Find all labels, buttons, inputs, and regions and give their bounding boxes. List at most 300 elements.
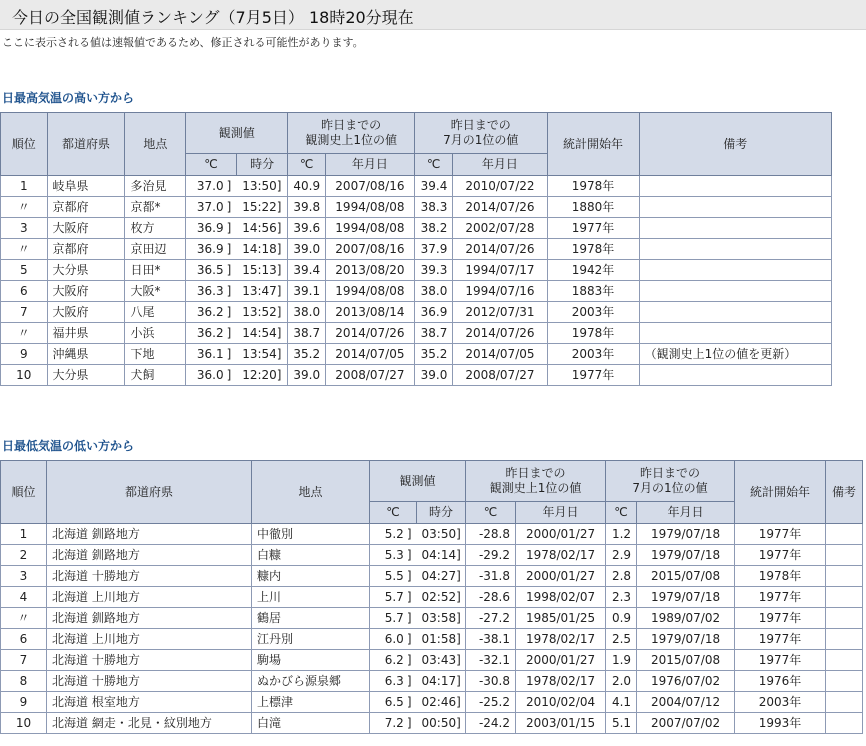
observed-time-cell: 13:47] — [236, 281, 288, 302]
header-point: 地点 — [125, 113, 186, 176]
observed-value-cell — [370, 713, 417, 734]
record-value-cell: -29.2 — [466, 545, 516, 566]
quality-mark: ] — [226, 305, 232, 319]
high-section-title: 日最高気温の高い方から — [2, 91, 135, 105]
july-date-cell: 2010/07/22 — [453, 176, 547, 197]
remarks-cell — [826, 566, 863, 587]
remarks-cell — [639, 323, 831, 344]
quality-mark: ] — [226, 221, 232, 235]
quality-mark: ] — [226, 179, 232, 193]
remarks-cell — [826, 713, 863, 734]
since-year-cell: 1977年 — [735, 524, 826, 545]
rank-cell: 〃 — [1, 608, 47, 629]
prefecture-cell: 福井県 — [47, 323, 125, 344]
quality-mark: ] — [226, 263, 232, 277]
observed-value-cell — [186, 260, 237, 281]
table-row — [1, 281, 832, 302]
prefecture-cell: 沖縄県 — [47, 344, 125, 365]
observed-value: 36.2 — [196, 305, 224, 319]
observed-time-cell: 03:58] — [417, 608, 466, 629]
point-link[interactable]: 日田* — [125, 260, 186, 281]
observed-value-cell — [186, 344, 237, 365]
record-value-cell: -25.2 — [466, 692, 516, 713]
record-date-cell: 2003/01/15 — [516, 713, 606, 734]
since-year-cell: 1880年 — [547, 197, 639, 218]
header-unit-date: 年月日 — [637, 502, 735, 524]
since-year-cell: 1883年 — [547, 281, 639, 302]
rank-cell: 6 — [1, 629, 47, 650]
quality-mark: ] — [406, 611, 412, 625]
point-link[interactable]: 白糠 — [252, 545, 370, 566]
quality-mark: ] — [406, 548, 412, 562]
prefecture-cell: 北海道 根室地方 — [47, 692, 252, 713]
table-row — [1, 713, 863, 734]
record-value-cell: -28.6 — [466, 587, 516, 608]
header-unit-c: ℃ — [466, 502, 516, 524]
observed-time-cell: 15:13] — [236, 260, 288, 281]
record-value-cell: -38.1 — [466, 629, 516, 650]
table-row — [1, 524, 863, 545]
table-row — [1, 587, 863, 608]
observed-value: 5.7 — [384, 590, 404, 604]
header-record-line1: 昨日までの — [321, 118, 382, 132]
observed-value-cell — [186, 281, 237, 302]
record-date-cell: 1978/02/17 — [516, 629, 606, 650]
header-remarks: 備考 — [639, 113, 831, 176]
record-date-cell: 1994/08/08 — [325, 218, 414, 239]
prefecture-cell: 北海道 釧路地方 — [47, 524, 252, 545]
table-row — [1, 629, 863, 650]
header-unit-date: 年月日 — [325, 154, 414, 176]
quality-mark: ] — [226, 326, 232, 340]
rank-cell: 1 — [1, 524, 47, 545]
july-date-cell: 1989/07/02 — [637, 608, 735, 629]
header-observed: 観測値 — [186, 113, 288, 154]
rank-cell: 〃 — [1, 323, 48, 344]
observed-value: 6.0 — [384, 632, 404, 646]
observed-value-cell — [370, 524, 417, 545]
observed-value: 5.7 — [384, 611, 404, 625]
rank-cell: 7 — [1, 650, 47, 671]
july-date-cell: 2014/07/26 — [453, 323, 547, 344]
prefecture-cell: 北海道 釧路地方 — [47, 608, 252, 629]
observed-value: 5.2 — [384, 527, 404, 541]
remarks-cell — [826, 587, 863, 608]
remarks-cell — [639, 365, 831, 386]
point-link[interactable]: 大阪* — [125, 281, 186, 302]
july-value-cell: 37.9 — [414, 239, 452, 260]
prefecture-cell: 大分県 — [47, 365, 125, 386]
header-point: 地点 — [252, 461, 370, 524]
point-link[interactable]: 江丹別 — [252, 629, 370, 650]
header-pref: 都道府県 — [47, 113, 125, 176]
record-value-cell: 38.0 — [288, 302, 325, 323]
observed-time-cell: 04:17] — [417, 671, 466, 692]
july-date-cell: 2007/07/02 — [637, 713, 735, 734]
record-value-cell: 39.0 — [288, 365, 325, 386]
rank-cell: 10 — [1, 365, 48, 386]
header-record — [466, 461, 606, 502]
point-link[interactable]: 駒場 — [252, 650, 370, 671]
record-date-cell: 2000/01/27 — [516, 566, 606, 587]
quality-mark: ] — [406, 590, 412, 604]
observed-value: 36.5 — [196, 263, 224, 277]
low-section-title: 日最低気温の低い方から — [2, 439, 135, 453]
since-year-cell: 1976年 — [735, 671, 826, 692]
header-since: 統計開始年 — [547, 113, 639, 176]
remarks-cell — [639, 197, 831, 218]
rank-cell: 5 — [1, 260, 48, 281]
observed-value: 36.9 — [196, 242, 224, 256]
header-july-line1: 昨日までの — [450, 118, 511, 132]
remarks-cell — [826, 608, 863, 629]
since-year-cell: 1978年 — [547, 176, 639, 197]
observed-value: 7.2 — [384, 716, 404, 730]
prefecture-cell: 北海道 釧路地方 — [47, 545, 252, 566]
record-value-cell: 38.7 — [288, 323, 325, 344]
rank-cell: 2 — [1, 545, 47, 566]
since-year-cell: 1977年 — [547, 218, 639, 239]
table-row — [1, 323, 832, 344]
header-pref: 都道府県 — [47, 461, 252, 524]
since-year-cell: 1977年 — [735, 545, 826, 566]
quality-mark: ] — [406, 527, 412, 541]
table-row — [1, 608, 863, 629]
july-value-cell: 2.5 — [606, 629, 637, 650]
record-date-cell: 1978/02/17 — [516, 671, 606, 692]
page-title: 今日の全国観測値ランキング（7月5日） 18時20分現在 — [12, 8, 414, 27]
july-value-cell: 2.8 — [606, 566, 637, 587]
observed-value: 6.3 — [384, 674, 404, 688]
point-link[interactable]: 京田辺 — [125, 239, 186, 260]
observed-value-cell — [186, 218, 237, 239]
july-date-cell: 2008/07/27 — [453, 365, 547, 386]
july-value-cell: 38.2 — [414, 218, 452, 239]
header-july — [414, 113, 547, 154]
header-unit-c: ℃ — [606, 502, 637, 524]
record-value-cell: 40.9 — [288, 176, 325, 197]
header-unit-time: 時分 — [236, 154, 288, 176]
record-date-cell: 1985/01/25 — [516, 608, 606, 629]
remarks-cell — [639, 260, 831, 281]
record-date-cell: 2007/08/16 — [325, 176, 414, 197]
remarks-cell — [639, 176, 831, 197]
observed-value: 5.3 — [384, 548, 404, 562]
observed-value: 36.0 — [196, 368, 224, 382]
remarks-cell — [639, 281, 831, 302]
record-value-cell: 39.1 — [288, 281, 325, 302]
rank-cell: 3 — [1, 566, 47, 587]
record-date-cell: 2013/08/14 — [325, 302, 414, 323]
table-row — [1, 545, 863, 566]
point-link[interactable]: ぬかびら源泉郷 — [252, 671, 370, 692]
july-date-cell: 2014/07/26 — [453, 197, 547, 218]
july-value-cell: 38.7 — [414, 323, 452, 344]
since-year-cell: 2003年 — [547, 302, 639, 323]
observed-time-cell: 02:52] — [417, 587, 466, 608]
observed-value: 6.5 — [384, 695, 404, 709]
observed-value-cell — [186, 323, 237, 344]
high-temp-table — [0, 112, 832, 386]
remarks-cell — [826, 629, 863, 650]
observed-time-cell: 13:54] — [236, 344, 288, 365]
prefecture-cell: 大阪府 — [47, 281, 125, 302]
quality-mark: ] — [406, 695, 412, 709]
header-record-line2: 観測史上1位の値 — [489, 481, 582, 495]
header-since: 統計開始年 — [735, 461, 826, 524]
observed-value-cell — [370, 545, 417, 566]
observed-value-cell — [186, 302, 237, 323]
point-link[interactable]: 多治見 — [125, 176, 186, 197]
record-date-cell: 2014/07/05 — [325, 344, 414, 365]
prefecture-cell: 北海道 上川地方 — [47, 587, 252, 608]
point-link[interactable]: 上川 — [252, 587, 370, 608]
observed-time-cell: 04:14] — [417, 545, 466, 566]
remarks-cell — [826, 692, 863, 713]
table-row — [1, 260, 832, 281]
observed-time-cell: 13:52] — [236, 302, 288, 323]
observed-value: 36.9 — [196, 221, 224, 235]
record-date-cell: 1978/02/17 — [516, 545, 606, 566]
record-value-cell: -31.8 — [466, 566, 516, 587]
observed-value-cell — [370, 692, 417, 713]
point-link[interactable]: 八尾 — [125, 302, 186, 323]
header-unit-date: 年月日 — [453, 154, 547, 176]
remarks-cell — [826, 524, 863, 545]
point-link[interactable]: 中徹別 — [252, 524, 370, 545]
prefecture-cell: 大分県 — [47, 260, 125, 281]
observed-time-cell: 01:58] — [417, 629, 466, 650]
point-link[interactable]: 下地 — [125, 344, 186, 365]
since-year-cell: 2003年 — [547, 344, 639, 365]
july-date-cell: 2012/07/31 — [453, 302, 547, 323]
since-year-cell: 1977年 — [735, 650, 826, 671]
header-record-line2: 観測史上1位の値 — [305, 133, 397, 147]
table-row — [1, 566, 863, 587]
since-year-cell: 1978年 — [547, 323, 639, 344]
july-value-cell: 35.2 — [414, 344, 452, 365]
observed-time-cell: 14:54] — [236, 323, 288, 344]
header-record-line1: 昨日までの — [505, 466, 566, 480]
since-year-cell: 1977年 — [735, 629, 826, 650]
observed-time-cell: 00:50] — [417, 713, 466, 734]
table-row — [1, 197, 832, 218]
header-july — [606, 461, 735, 502]
july-value-cell: 1.2 — [606, 524, 637, 545]
rank-cell: 9 — [1, 344, 48, 365]
point-link[interactable]: 上標津 — [252, 692, 370, 713]
observed-time-cell: 02:46] — [417, 692, 466, 713]
low-temp-table — [0, 460, 863, 734]
rank-cell: 〃 — [1, 197, 48, 218]
header-record — [288, 113, 415, 154]
july-date-cell: 1979/07/18 — [637, 545, 735, 566]
prefecture-cell: 大阪府 — [47, 218, 125, 239]
july-date-cell: 2014/07/26 — [453, 239, 547, 260]
record-date-cell: 1998/02/07 — [516, 587, 606, 608]
since-year-cell: 1978年 — [547, 239, 639, 260]
quality-mark: ] — [226, 284, 232, 298]
observed-value: 37.0 — [196, 179, 224, 193]
record-value-cell: -28.8 — [466, 524, 516, 545]
remarks-cell — [639, 239, 831, 260]
header-july-line2: 7月の1位の値 — [632, 481, 708, 495]
record-date-cell: 2007/08/16 — [325, 239, 414, 260]
table-row — [1, 365, 832, 386]
observed-value: 36.2 — [196, 326, 224, 340]
rank-cell: 7 — [1, 302, 48, 323]
july-value-cell: 2.9 — [606, 545, 637, 566]
prefecture-cell: 北海道 上川地方 — [47, 629, 252, 650]
remarks-cell — [826, 650, 863, 671]
header-rank: 順位 — [1, 461, 47, 524]
since-year-cell: 1977年 — [735, 608, 826, 629]
quality-mark: ] — [406, 716, 412, 730]
record-date-cell: 2000/01/27 — [516, 650, 606, 671]
quality-mark: ] — [226, 242, 232, 256]
observed-time-cell: 12:20] — [236, 365, 288, 386]
table-row — [1, 302, 832, 323]
quality-mark: ] — [406, 569, 412, 583]
quality-mark: ] — [406, 632, 412, 646]
record-value-cell: -24.2 — [466, 713, 516, 734]
observed-value-cell — [370, 566, 417, 587]
table-row — [1, 176, 832, 197]
point-link[interactable]: 鶴居 — [252, 608, 370, 629]
observed-value-cell — [186, 197, 237, 218]
header-july-line2: 7月の1位の値 — [443, 133, 519, 147]
observed-value-cell — [370, 671, 417, 692]
july-date-cell: 2004/07/12 — [637, 692, 735, 713]
quality-mark: ] — [406, 674, 412, 688]
quality-mark: ] — [226, 200, 232, 214]
table-row — [1, 671, 863, 692]
observed-value: 36.3 — [196, 284, 224, 298]
record-value-cell: -30.8 — [466, 671, 516, 692]
point-link[interactable]: 白滝 — [252, 713, 370, 734]
rank-cell: 4 — [1, 587, 47, 608]
record-date-cell: 1994/08/08 — [325, 281, 414, 302]
observed-time-cell: 14:18] — [236, 239, 288, 260]
prefecture-cell: 北海道 十勝地方 — [47, 650, 252, 671]
record-date-cell: 2010/02/04 — [516, 692, 606, 713]
table-row — [1, 344, 832, 365]
observed-time-cell: 03:50] — [417, 524, 466, 545]
since-year-cell: 1942年 — [547, 260, 639, 281]
observed-value: 37.0 — [196, 200, 224, 214]
july-value-cell: 4.1 — [606, 692, 637, 713]
page-title-bar — [0, 0, 866, 30]
record-value-cell: 39.0 — [288, 239, 325, 260]
july-date-cell: 2014/07/05 — [453, 344, 547, 365]
prefecture-cell: 京都府 — [47, 239, 125, 260]
header-unit-c: ℃ — [186, 154, 237, 176]
observed-value-cell — [370, 650, 417, 671]
prefecture-cell: 大阪府 — [47, 302, 125, 323]
since-year-cell: 1977年 — [735, 587, 826, 608]
july-date-cell: 2015/07/08 — [637, 650, 735, 671]
quality-mark: ] — [406, 653, 412, 667]
observed-value-cell — [370, 629, 417, 650]
july-value-cell: 38.0 — [414, 281, 452, 302]
july-value-cell: 39.3 — [414, 260, 452, 281]
july-value-cell: 2.3 — [606, 587, 637, 608]
observed-time-cell: 14:56] — [236, 218, 288, 239]
record-value-cell: 35.2 — [288, 344, 325, 365]
july-value-cell: 5.1 — [606, 713, 637, 734]
quality-mark: ] — [226, 347, 232, 361]
prefecture-cell: 京都府 — [47, 197, 125, 218]
header-unit-c: ℃ — [414, 154, 452, 176]
record-date-cell: 2008/07/27 — [325, 365, 414, 386]
header-unit-date: 年月日 — [516, 502, 606, 524]
observed-time-cell: 15:22] — [236, 197, 288, 218]
july-date-cell: 2015/07/08 — [637, 566, 735, 587]
table-row — [1, 692, 863, 713]
remarks-cell — [639, 218, 831, 239]
observed-time-cell: 03:43] — [417, 650, 466, 671]
prefecture-cell: 北海道 十勝地方 — [47, 671, 252, 692]
point-link[interactable]: 糠内 — [252, 566, 370, 587]
prefecture-cell: 岐阜県 — [47, 176, 125, 197]
table-row — [1, 218, 832, 239]
july-date-cell: 1979/07/18 — [637, 629, 735, 650]
rank-cell: 10 — [1, 713, 47, 734]
observed-time-cell: 04:27] — [417, 566, 466, 587]
record-date-cell: 2014/07/26 — [325, 323, 414, 344]
record-date-cell: 2000/01/27 — [516, 524, 606, 545]
point-link[interactable]: 枚方 — [125, 218, 186, 239]
table-row — [1, 239, 832, 260]
since-year-cell: 1993年 — [735, 713, 826, 734]
header-unit-time: 時分 — [417, 502, 466, 524]
observed-value-cell — [186, 365, 237, 386]
remarks-cell — [826, 671, 863, 692]
observed-value: 6.2 — [384, 653, 404, 667]
since-year-cell: 1978年 — [735, 566, 826, 587]
july-date-cell: 2002/07/28 — [453, 218, 547, 239]
observed-value-cell — [186, 176, 237, 197]
remarks-cell — [639, 302, 831, 323]
rank-cell: 1 — [1, 176, 48, 197]
point-link[interactable]: 小浜 — [125, 323, 186, 344]
prefecture-cell: 北海道 十勝地方 — [47, 566, 252, 587]
record-value-cell: -32.1 — [466, 650, 516, 671]
point-link[interactable]: 犬飼 — [125, 365, 186, 386]
prefecture-cell: 北海道 網走・北見・紋別地方 — [47, 713, 252, 734]
observed-value-cell — [370, 608, 417, 629]
header-remarks: 備考 — [826, 461, 863, 524]
record-date-cell: 1994/08/08 — [325, 197, 414, 218]
observed-value-cell — [370, 587, 417, 608]
header-july-line1: 昨日までの — [640, 466, 701, 480]
quality-mark: ] — [226, 368, 232, 382]
july-date-cell: 1976/07/02 — [637, 671, 735, 692]
record-value-cell: -27.2 — [466, 608, 516, 629]
july-date-cell: 1979/07/18 — [637, 587, 735, 608]
rank-cell: 〃 — [1, 239, 48, 260]
header-unit-c: ℃ — [288, 154, 325, 176]
july-date-cell: 1994/07/16 — [453, 281, 547, 302]
observed-value-cell — [186, 239, 237, 260]
since-year-cell: 1977年 — [547, 365, 639, 386]
record-value-cell: 39.4 — [288, 260, 325, 281]
point-link[interactable]: 京都* — [125, 197, 186, 218]
remarks-cell — [826, 545, 863, 566]
notice-text: ここに表示される値は速報値であるため、修正される可能性があります。 — [2, 36, 364, 49]
july-value-cell: 2.0 — [606, 671, 637, 692]
observed-time-cell: 13:50] — [236, 176, 288, 197]
